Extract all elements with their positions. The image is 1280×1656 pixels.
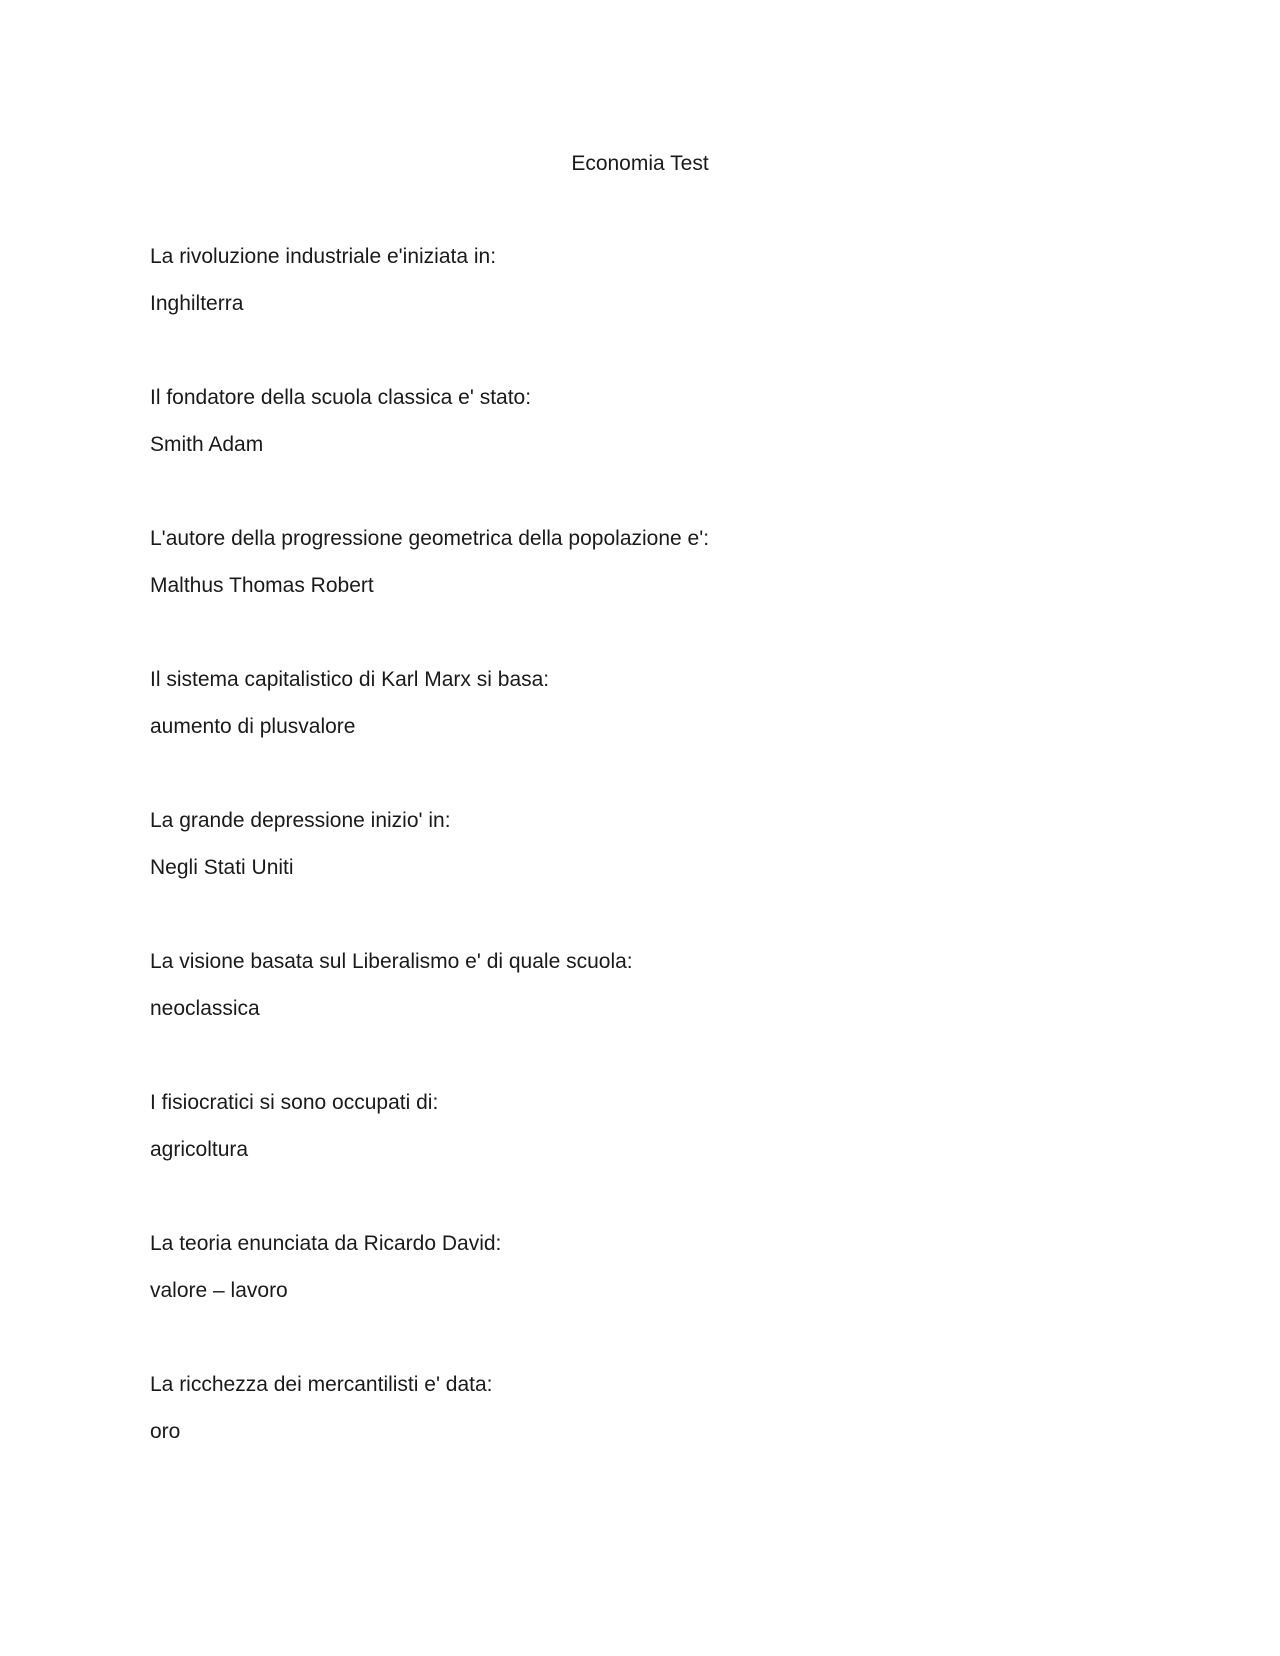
question-text: La visione basata sul Liberalismo e' di quale scuola:: [150, 950, 633, 973]
document-title: Economia Test: [571, 152, 709, 175]
question-item-3: [150, 525, 1150, 666]
answer-text: aumento di plusvalore: [150, 715, 356, 738]
answer-text: valore – lavoro: [150, 1279, 288, 1302]
question-list: [150, 243, 1150, 1512]
question-text: La grande depressione inizio' in:: [150, 809, 451, 832]
answer-text: Inghilterra: [150, 292, 244, 315]
question-text: I fisiocratici si sono occupati di:: [150, 1091, 439, 1114]
question-item-1: [150, 243, 1150, 384]
answer-text: oro: [150, 1420, 181, 1443]
question-text: Il sistema capitalistico di Karl Marx si basa:: [150, 668, 550, 691]
answer-text: Negli Stati Uniti: [150, 856, 294, 879]
question-item-9: [150, 1371, 1150, 1512]
answer-text: Malthus Thomas Robert: [150, 574, 374, 597]
answer-text: Smith Adam: [150, 433, 264, 456]
question-item-5: [150, 807, 1150, 948]
answer-text: neoclassica: [150, 997, 260, 1020]
question-item-4: [150, 666, 1150, 807]
question-item-6: [150, 948, 1150, 1089]
question-text: La rivoluzione industriale e'iniziata in:: [150, 245, 497, 268]
answer-text: agricoltura: [150, 1138, 249, 1161]
question-item-2: [150, 384, 1150, 525]
question-text: L'autore della progressione geometrica della popolazione e':: [150, 527, 710, 550]
question-text: Il fondatore della scuola classica e' stato:: [150, 386, 532, 409]
question-text: La ricchezza dei mercantilisti e' data:: [150, 1373, 493, 1396]
question-text: La teoria enunciata da Ricardo David:: [150, 1232, 502, 1255]
question-item-8: [150, 1230, 1150, 1371]
question-item-7: [150, 1089, 1150, 1230]
